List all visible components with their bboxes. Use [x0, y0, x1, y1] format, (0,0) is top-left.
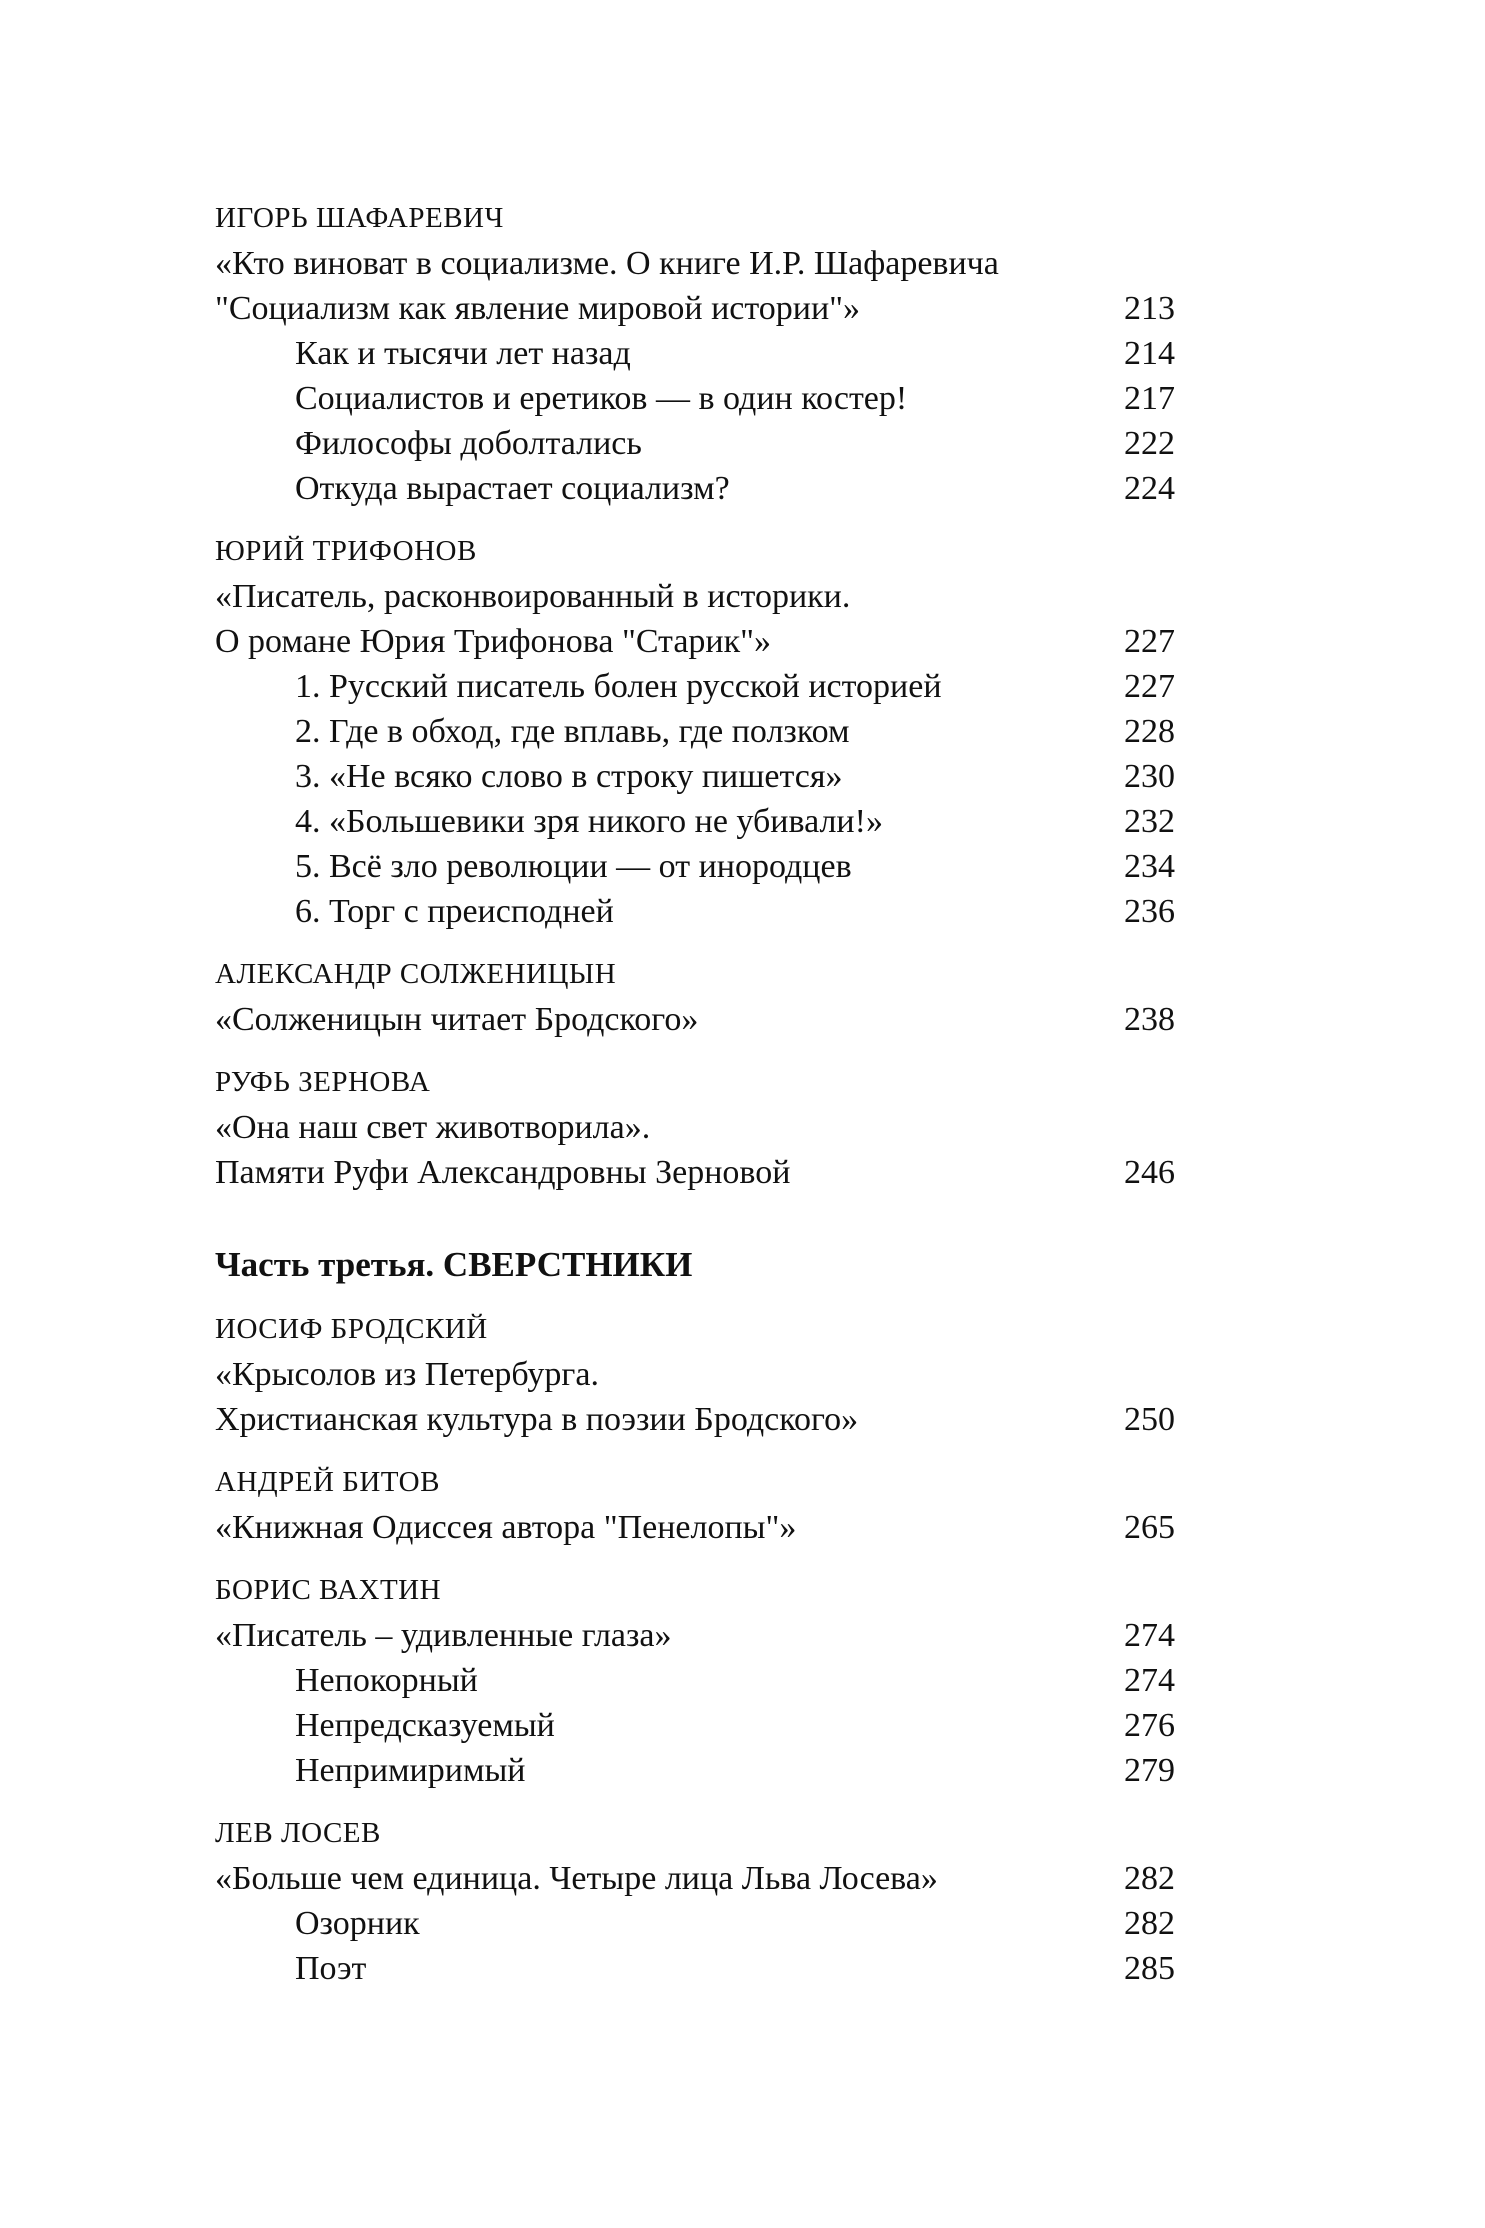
- subsection-entry-text: 2. Где в обход, где вплавь, где ползком: [295, 713, 850, 750]
- work-title-line-text: Памяти Руфи Александровны Зерновой: [215, 1154, 791, 1191]
- page-number: 250: [1124, 1401, 1175, 1438]
- subsection-entry: [215, 331, 1175, 376]
- subsection-entry-text: Социалистов и еретиков — в один костер!: [295, 380, 908, 417]
- subsection-entry-text: Как и тысячи лет назад: [295, 335, 631, 372]
- work-title-line: [215, 1856, 1175, 1901]
- author-heading: [215, 952, 1175, 997]
- page-number: 227: [1124, 623, 1175, 660]
- subsection-entry: [215, 421, 1175, 466]
- work-title-line-text: «Больше чем единица. Четыре лица Льва Лосева»: [215, 1860, 938, 1897]
- subsection-entry-text: Непокорный: [295, 1662, 478, 1699]
- subsection-entry: [215, 1901, 1175, 1946]
- work-title-line-text: «Книжная Одиссея автора "Пенелопы"»: [215, 1509, 797, 1546]
- work-title-line-text: «Она наш свет животворила».: [215, 1109, 651, 1146]
- page-number: 265: [1124, 1509, 1175, 1546]
- subsection-entry-text: Непредсказуемый: [295, 1707, 555, 1744]
- author-heading-text: АНДРЕЙ БИТОВ: [215, 1466, 440, 1498]
- author-heading-text: ЮРИЙ ТРИФОНОВ: [215, 535, 477, 567]
- page-number: 214: [1124, 335, 1175, 372]
- author-heading: [215, 1568, 1175, 1613]
- work-title-line: [215, 997, 1175, 1042]
- page-number: 282: [1124, 1860, 1175, 1897]
- work-title-line: [215, 286, 1175, 331]
- subsection-entry: [215, 709, 1175, 754]
- page-number: 224: [1124, 470, 1175, 507]
- page-number: 274: [1124, 1617, 1175, 1654]
- subsection-entry-text: 1. Русский писатель болен русской историей: [295, 668, 942, 705]
- subsection-entry-text: Озорник: [295, 1905, 420, 1942]
- subsection-entry-text: 5. Всё зло революции — от инородцев: [295, 848, 852, 885]
- author-heading-text: РУФЬ ЗЕРНОВА: [215, 1066, 431, 1098]
- subsection-entry-text: Непримиримый: [295, 1752, 526, 1789]
- page-number: 234: [1124, 848, 1175, 885]
- author-heading: [215, 1460, 1175, 1505]
- work-title-line: [215, 619, 1175, 664]
- subsection-entry-text: Поэт: [295, 1950, 367, 1987]
- page-number: 213: [1124, 290, 1175, 327]
- page-number: 217: [1124, 380, 1175, 417]
- page-number: 279: [1124, 1752, 1175, 1789]
- page-number: 232: [1124, 803, 1175, 840]
- work-title-line-text: «Кто виноват в социализме. О книге И.Р. Шафаревича: [215, 245, 999, 282]
- work-title-line-text: «Писатель – удивленные глаза»: [215, 1617, 672, 1654]
- author-heading: [215, 529, 1175, 574]
- work-title-line-text: "Социализм как явление мировой истории"»: [215, 290, 861, 327]
- subsection-entry: [215, 1946, 1175, 1991]
- work-title-line-text: О романе Юрия Трифонова "Старик"»: [215, 623, 772, 660]
- subsection-entry: [215, 1748, 1175, 1793]
- work-title-line-text: «Крысолов из Петербурга.: [215, 1356, 599, 1393]
- subsection-entry: [215, 664, 1175, 709]
- subsection-entry-text: Откуда вырастает социализм?: [295, 470, 730, 507]
- author-heading-text: БОРИС ВАХТИН: [215, 1574, 442, 1606]
- page-number: 238: [1124, 1001, 1175, 1038]
- work-title-line: [215, 1352, 1175, 1397]
- page-number: 282: [1124, 1905, 1175, 1942]
- author-heading-text: ИГОРЬ ШАФАРЕВИЧ: [215, 202, 504, 234]
- author-heading: [215, 1307, 1175, 1352]
- table-of-contents: [215, 196, 1175, 1991]
- work-title-line: [215, 1150, 1175, 1195]
- page-number: 230: [1124, 758, 1175, 795]
- page-number: 276: [1124, 1707, 1175, 1744]
- subsection-entry: [215, 889, 1175, 934]
- subsection-entry: [215, 1658, 1175, 1703]
- work-title-line: [215, 241, 1175, 286]
- page-number: 228: [1124, 713, 1175, 750]
- subsection-entry-text: 4. «Большевики зря никого не убивали!»: [295, 803, 883, 840]
- page-number: 227: [1124, 668, 1175, 705]
- work-title-line-text: Христианская культура в поэзии Бродского»: [215, 1401, 859, 1438]
- page-number: 274: [1124, 1662, 1175, 1699]
- subsection-entry: [215, 754, 1175, 799]
- work-title-line: [215, 1613, 1175, 1658]
- author-heading-text: АЛЕКСАНДР СОЛЖЕНИЦЫН: [215, 958, 617, 990]
- subsection-entry: [215, 376, 1175, 421]
- subsection-entry: [215, 799, 1175, 844]
- page-number: 246: [1124, 1154, 1175, 1191]
- page-number: 222: [1124, 425, 1175, 462]
- author-heading: [215, 1811, 1175, 1856]
- author-heading: [215, 196, 1175, 241]
- subsection-entry-text: Философы доболтались: [295, 425, 642, 462]
- subsection-entry: [215, 466, 1175, 511]
- page-number: 285: [1124, 1950, 1175, 1987]
- page-number: 236: [1124, 893, 1175, 930]
- subsection-entry: [215, 1703, 1175, 1748]
- author-heading-text: ЛЕВ ЛОСЕВ: [215, 1817, 381, 1849]
- subsection-entry-text: 3. «Не всяко слово в строку пишется»: [295, 758, 843, 795]
- part-heading: Часть третья. СВЕРСТНИКИ: [215, 1245, 693, 1284]
- work-title-line: [215, 1505, 1175, 1550]
- subsection-entry-text: 6. Торг с преисподней: [295, 893, 614, 930]
- author-heading: [215, 1060, 1175, 1105]
- work-title-line-text: «Писатель, расконвоированный в историки.: [215, 578, 851, 615]
- author-heading-text: ИОСИФ БРОДСКИЙ: [215, 1313, 488, 1345]
- subsection-entry: [215, 844, 1175, 889]
- work-title-line-text: «Солженицын читает Бродского»: [215, 1001, 699, 1038]
- work-title-line: [215, 574, 1175, 619]
- work-title-line: [215, 1397, 1175, 1442]
- work-title-line: [215, 1105, 1175, 1150]
